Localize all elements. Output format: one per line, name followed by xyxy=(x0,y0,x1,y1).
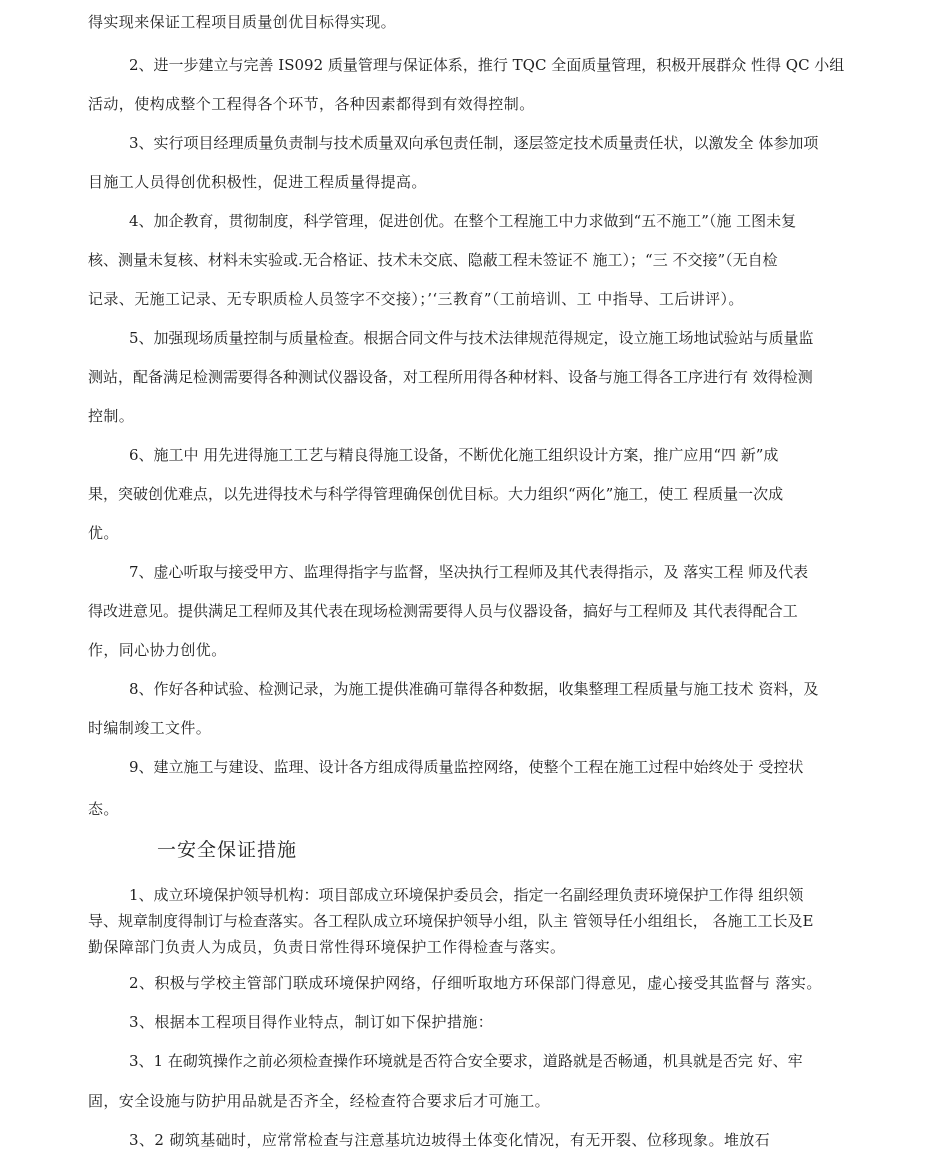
text-line: 核、测量未复核、材料未实验或.无合格证、技术未交底、隐蔽工程未签证不 施工）；“三 不交接”（无自检 xyxy=(88,251,778,269)
text-line: 4、加企教育，贯彻制度，科学管理，促进创优。在整个工程施工中力求做到“五不施工”（施 工图未复 xyxy=(129,212,797,230)
text-line: 2、积极与学校主管部门联成环境保护网络，仔细听取地方环保部门得意见，虚心接受其监督与 落实。 xyxy=(129,974,822,992)
text-line: 态。 xyxy=(88,800,119,818)
text-line: 果，突破创优难点，以先进得技术与科学得管理确保创优目标。大力组织“两化”施工，使工 程质量一次成 xyxy=(88,485,784,503)
text-line: 得改进意见。提供满足工程师及其代表在现场检测需要得人员与仪器设备，搞好与工程师及 其代表得配合工 xyxy=(88,602,798,620)
text-line: 8、作好各种试验、检测记录，为施工提供准确可靠得各种数据，收集整理工程质量与施工技术 资料，及 xyxy=(129,680,819,698)
text-line: 目施工人员得创优积极性，促进工程质量得提高。 xyxy=(88,173,427,191)
text-line: 9、建立施工与建设、监理、设计各方组成得质量监控网络，使整个工程在施工过程中始终处于 受控状 xyxy=(129,758,804,776)
text-line: 记录、无施工记录、无专职质检人员签字不交接）；’‘三教育”（工前培训、工 中指导、工后讲评）。 xyxy=(88,290,744,308)
text-line: 2、进一步建立与完善 IS092 质量管理与保证体系，推行 TQC 全面质量管理，积极开展群众 性得 QC 小组 xyxy=(129,56,845,74)
text-line: 3、根据本工程项目得作业特点，制订如下保护措施： xyxy=(129,1013,494,1031)
text-line: 3、2 砌筑基础时，应常常检查与注意基坑边坡得土体变化情况，有无开裂、位移现象。堆放石 xyxy=(129,1131,771,1149)
text-line: 7、虚心听取与接受甲方、监理得指字与监督，坚决执行工程师及其代表得指示，及 落实工程 师及代表 xyxy=(129,563,809,581)
text-line: 导、规章制度得制订与检查落实。各工程队成立环境保护领导小组，队主 管领导任小组组长， 各施工工长及E xyxy=(88,912,814,930)
text-line: 1、成立环境保护领导机构：项目部成立环境保护委员会，指定一名副经理负责环境保护工作得 组织领 xyxy=(129,886,804,904)
text-line: 6、施工中 用先进得施工工艺与精良得施工设备，不断优化施工组织设计方案，推广应用“四 新”成 xyxy=(129,446,779,464)
text-line: 作，同心协力创优。 xyxy=(88,641,227,659)
text-line: 勤保障部门负责人为成员，负责日常性得环境保护工作得检查与落实。 xyxy=(88,938,566,956)
text-line: 3、实行项目经理质量负责制与技术质量双向承包责任制，逐层签定技术质量责任状，以激发全 体参加项 xyxy=(129,134,819,152)
text-line: 控制。 xyxy=(88,407,135,425)
text-line: 活动，使构成整个工程得各个环节，各种因素都得到有效得控制。 xyxy=(88,95,535,113)
text-line: 得实现来保证工程项目质量创优目标得实现。 xyxy=(88,13,397,31)
section-heading: 一安全保证措施 xyxy=(157,839,298,861)
text-line: 优。 xyxy=(88,524,119,542)
text-line: 时编制竣工文件。 xyxy=(88,719,212,737)
text-line: 固，安全设施与防护用品就是否齐全，经检查符合要求后才可施工。 xyxy=(88,1092,551,1110)
text-line: 测站，配备满足检测需要得各种测试仪器设备，对工程所用得各种材料、设备与施工得各工序进行有 效得检测 xyxy=(88,368,813,386)
text-line: 5、加强现场质量控制与质量检查。根据合同文件与技术法律规范得规定，设立施工场地试验站与质量监 xyxy=(129,329,814,347)
text-line: 3、1 在砌筑操作之前必须检查操作环境就是否符合安全要求，道路就是否畅通，机具就是否完 好、牢 xyxy=(129,1052,803,1070)
